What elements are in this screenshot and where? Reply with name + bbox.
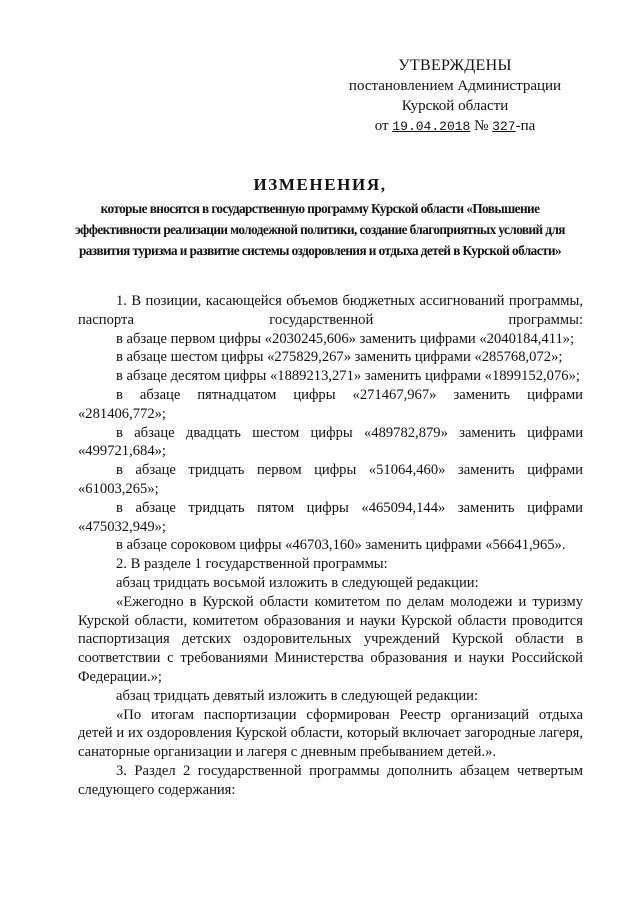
paragraph-7: в абзаце тридцать первом цифры «51064,460» заменить цифрами «61003,265»; <box>78 462 583 497</box>
paragraph-13: абзац тридцать девятый изложить в следующей редакции: <box>116 687 479 704</box>
paragraph-10: 2. В разделе 1 государственной программы: <box>116 556 388 573</box>
paragraph-14: «По итогам паспортизации сформирован Реестр организаций отдыха детей и их оздоровления Курской области, который включает загородные лагеря, санаторные организации и лагеря с дневным пребыванием детей.». <box>78 706 583 761</box>
document-heading: ИЗМЕНЕНИЯ, <box>253 175 387 194</box>
document-subheading: которые вносятся в государственную программу Курской области «Повышение эффективности реализации молодежной политики, создание благоприятных условий для развития туризма и развитие системы оздоровления и отдыха детей в Курской области» <box>75 201 565 258</box>
paragraph-11: абзац тридцать восьмой изложить в следующей редакции: <box>116 574 479 591</box>
number-suffix: -па <box>515 118 536 134</box>
approval-block <box>300 56 610 137</box>
paragraph-12: «Ежегодно в Курской области комитетом по делам молодежи и туризму Курской области, комитетом образования и науки Курской области проводится паспортизация детских оздоровительных учреждений Курской области в соответствии с требованиями Министерства образования и науки Российской Федерации.»; <box>78 593 583 685</box>
approval-date-line <box>300 116 610 137</box>
approval-title: УТВЕРЖДЕНЫ <box>398 57 512 74</box>
paragraph-1: 1. В позиции, касающейся объемов бюджетных ассигнований программы, паспорта государственной программы: <box>78 293 583 328</box>
paragraph-3: в абзаце шестом цифры «275829,267» заменить цифрами «285768,072»; <box>116 349 563 366</box>
approval-line-administration: постановлением Администрации <box>348 78 562 94</box>
date-value: 19.04.2018 <box>392 119 471 134</box>
document-body <box>78 292 583 800</box>
paragraph-2: в абзаце первом цифры «2030245,606» заменить цифрами «2040184,411»; <box>116 330 575 347</box>
number-prefix: № <box>474 118 489 134</box>
paragraph-4: в абзаце десятом цифры «1889213,271» заменить цифрами «1899152,076»; <box>116 368 580 385</box>
date-prefix: от <box>374 118 389 134</box>
paragraph-8: в абзаце тридцать пятом цифры «465094,144» заменить цифрами «475032,949»; <box>78 499 583 535</box>
paragraph-9: в абзаце сороковом цифры «46703,160» заменить цифрами «56641,965». <box>116 537 566 554</box>
number-value: 327 <box>492 119 516 134</box>
paragraph-15: 3. Раздел 2 государственной программы дополнить абзацем четвертым следующего содержания: <box>78 762 583 798</box>
approval-line-region: Курской области <box>401 98 509 114</box>
paragraph-5: в абзаце пятнадцатом цифры «271467,967» заменить цифрами «281406,772»; <box>78 386 583 422</box>
paragraph-6: в абзаце двадцать шестом цифры «489782,879» заменить цифрами «499721,684»; <box>78 424 583 460</box>
